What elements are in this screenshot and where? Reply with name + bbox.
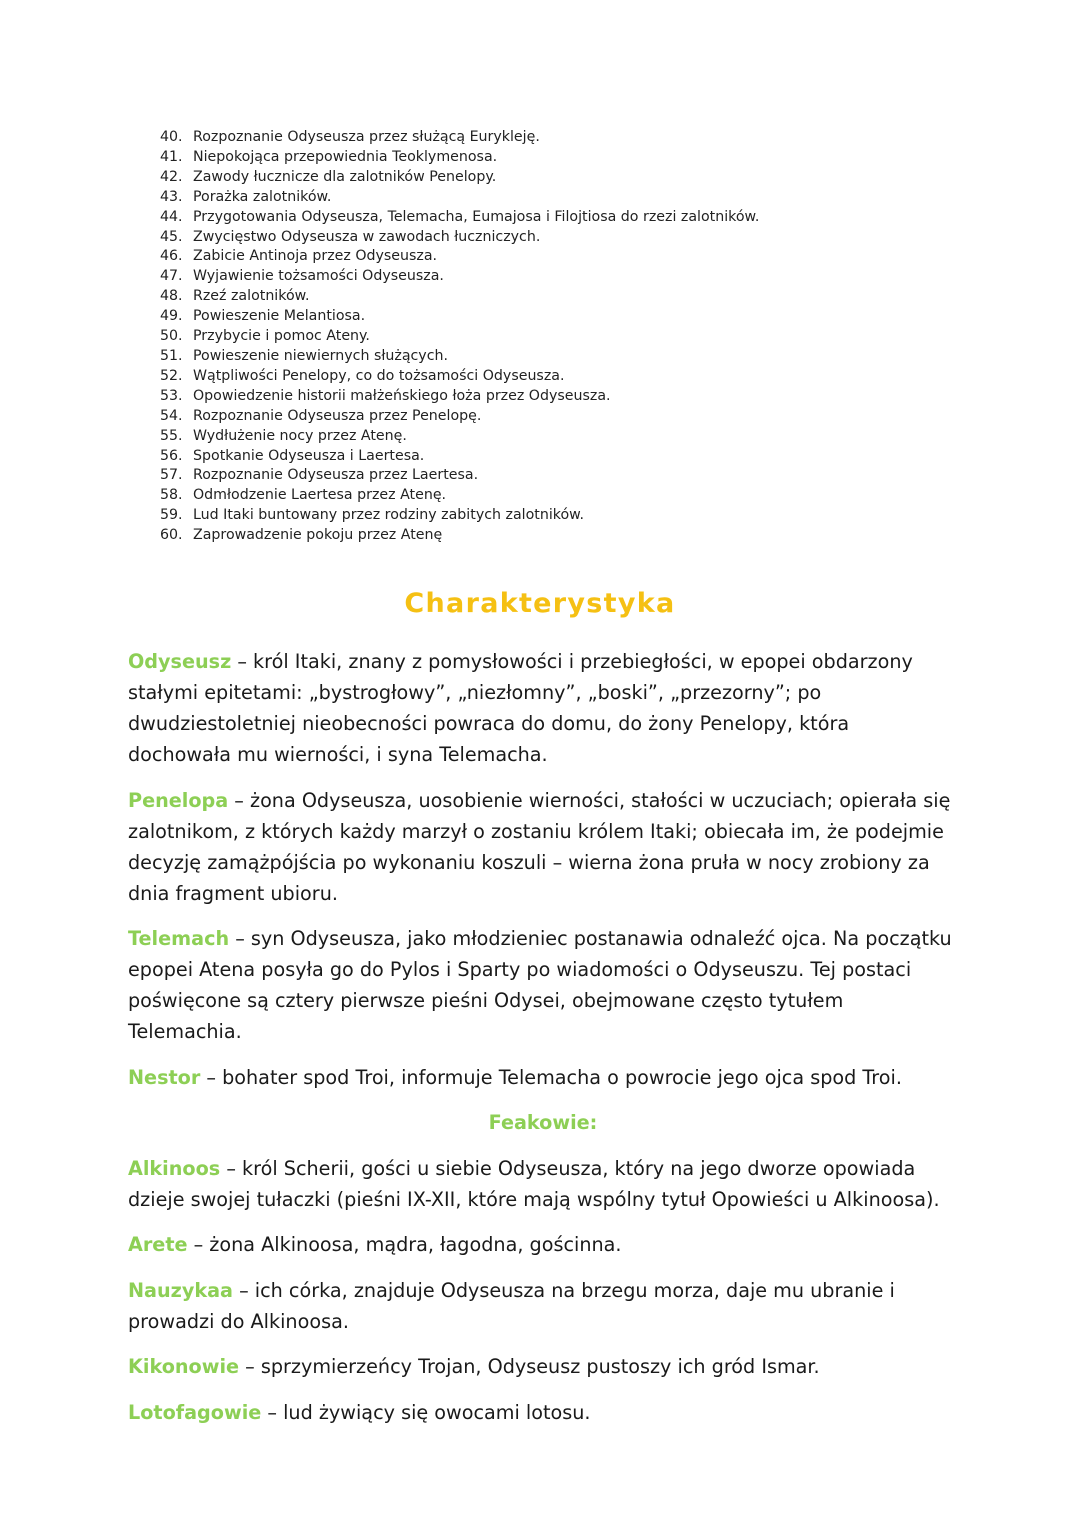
character-name: Kikonowie (128, 1355, 240, 1378)
character-entry (128, 923, 958, 1047)
list-item (160, 367, 759, 387)
list-item-text: Zaprowadzenie pokoju przez Atenę (193, 527, 443, 544)
list-item-number: 53. (160, 387, 183, 404)
list-item-text: Rozpoznanie Odyseusza przez Penelopę. (193, 407, 482, 424)
character-description: – syn Odyseusza, jako młodzieniec postanawia odnaleźć ojca. Na początku epopei Atena posyła go do Pylos i Sparty po wiadomości o Odyseuszu. Tej postaci poświęcone są cztery pierwsze pieśni Odysei, obejmowane często tytułem Telemachia. (128, 927, 952, 1043)
list-item-text: Lud Itaki buntowany przez rodziny zabitych zalotników. (193, 507, 584, 524)
list-item-text: Rzeź zalotników. (193, 288, 310, 305)
list-item (160, 506, 759, 526)
list-item-text: Niepokojąca przepowiednia Teoklymenosa. (193, 148, 498, 165)
character-entry (128, 646, 958, 770)
list-item-number: 54. (160, 407, 183, 424)
list-item-number: 47. (160, 268, 183, 285)
list-item-number: 59. (160, 507, 183, 524)
character-name: Alkinoos (128, 1156, 221, 1180)
characters-section (128, 646, 958, 1442)
list-item (160, 387, 759, 407)
list-item (160, 267, 759, 287)
list-item-text: Wątpliwości Penelopy, co do tożsamości Odyseusza. (193, 367, 565, 384)
list-item-text: Powieszenie niewiernych służących. (193, 347, 449, 364)
list-item-number: 45. (160, 228, 183, 245)
character-entry (128, 1351, 958, 1382)
list-item-number: 41. (160, 148, 183, 165)
list-item-text: Rozpoznanie Odyseusza przez służącą Eurykleję. (193, 129, 540, 145)
list-item-number: 49. (160, 308, 183, 325)
list-item-text: Zwycięstwo Odyseusza w zawodach łuczniczych. (193, 228, 541, 245)
character-entry (128, 785, 958, 909)
list-item (160, 347, 759, 367)
list-item-text: Zabicie Antinoja przez Odyseusza. (193, 248, 438, 265)
list-item (160, 208, 759, 228)
list-item (160, 526, 759, 546)
list-item-text: Powieszenie Melantiosa. (193, 308, 366, 325)
list-item-number: 55. (160, 427, 183, 444)
list-item-text: Wydłużenie nocy przez Atenę. (193, 427, 407, 444)
character-description: – bohater spod Troi, informuje Telemacha o powrocie jego ojca spod Troi. (200, 1065, 902, 1089)
list-item (160, 327, 759, 347)
list-item-number: 50. (160, 328, 183, 345)
events-list (160, 128, 759, 546)
list-item (160, 447, 759, 467)
list-item-text: Zawody łucznicze dla zalotników Penelopy. (193, 168, 497, 185)
list-item-number: 56. (160, 447, 183, 464)
character-entry (128, 1275, 958, 1337)
list-item (160, 228, 759, 248)
list-item-number: 44. (160, 208, 183, 225)
list-item-number: 48. (160, 288, 183, 305)
list-item (160, 486, 759, 506)
list-item-text: Przybycie i pomoc Ateny. (193, 328, 370, 345)
list-item-number: 51. (160, 347, 183, 364)
character-description: – żona Alkinoosa, mądra, łagodna, gościnna. (187, 1233, 622, 1256)
character-name: Nestor (128, 1065, 201, 1089)
character-name: Penelopa (128, 788, 229, 812)
list-item (160, 188, 759, 208)
list-item-text: Odmłodzenie Laertesa przez Atenę. (193, 487, 447, 504)
list-item-text: Porażka zalotników. (193, 188, 332, 205)
character-entry (128, 1229, 958, 1260)
character-description: – król Scherii, gości u siebie Odyseusza, który na jego dworze opowiada dzieje swojej tułaczki (pieśni IX-XII, które mają wspólny tytuł Opowieści u Alkinoosa). (128, 1156, 940, 1211)
list-item-number: 40. (160, 129, 183, 145)
character-name: Lotofagowie (128, 1400, 262, 1424)
character-description: – król Itaki, znany z pomysłowości i przebiegłości, w epopei obdarzony stałymi epitetami: „bystrogłowy”, „niezłomny”, „boski”, „przezorny”; po dwudziestoletniej nieobecności powraca do domu, do żony Penelopy, która dochowała mu wierności, i syna Telemacha. (128, 650, 913, 766)
list-item (160, 466, 759, 486)
list-item (160, 287, 759, 307)
list-item (160, 148, 759, 168)
list-item-text: Rozpoznanie Odyseusza przez Laertesa. (193, 467, 479, 484)
list-item (160, 128, 759, 148)
list-item-text: Spotkanie Odyseusza i Laertesa. (193, 447, 425, 464)
list-item (160, 247, 759, 267)
character-name: Nauzykaa (128, 1278, 233, 1302)
list-item-number: 58. (160, 487, 183, 504)
character-name: Arete (128, 1233, 188, 1256)
list-item-text: Opowiedzenie historii małżeńskiego łoża przez Odyseusza. (193, 387, 611, 404)
group-heading: Feakowie: (488, 1111, 598, 1134)
list-item-text: Wyjawienie tożsamości Odyseusza. (193, 268, 444, 285)
list-item-number: 52. (160, 367, 183, 384)
list-item-number: 46. (160, 248, 183, 265)
list-item-text: Przygotowania Odyseusza, Telemacha, Eumajosa i Filojtiosa do rzezi zalotników. (193, 208, 760, 225)
character-entry (128, 1397, 958, 1428)
character-name: Telemach (128, 927, 230, 950)
list-item-number: 57. (160, 467, 183, 484)
character-description: – lud żywiący się owocami lotosu. (261, 1400, 591, 1424)
section-title: Charakterystyka (404, 588, 676, 619)
character-description: – żona Odyseusza, uosobienie wierności, stałości w uczuciach; opierała się zalotnikom, z których każdy marzył o zostaniu królem Itaki; obiecała im, że podejmie decyzję zamążpójścia po wykonaniu koszuli – wierna żona pruła w nocy zrobiony za dnia fragment ubioru. (128, 788, 951, 905)
character-description: – ich córka, znajduje Odyseusza na brzegu morza, daje mu ubranie i prowadzi do Alkinoosa. (128, 1278, 895, 1333)
list-item-number: 42. (160, 168, 183, 185)
list-item-number: 60. (160, 527, 183, 544)
list-item-number: 43. (160, 188, 183, 205)
list-item (160, 407, 759, 427)
character-entry (128, 1062, 958, 1093)
character-entry (128, 1153, 958, 1215)
list-item (160, 168, 759, 188)
character-description: – sprzymierzeńcy Trojan, Odyseusz pustoszy ich gród Ismar. (239, 1355, 820, 1378)
list-item (160, 307, 759, 327)
character-name: Odyseusz (128, 650, 232, 673)
list-item (160, 427, 759, 447)
